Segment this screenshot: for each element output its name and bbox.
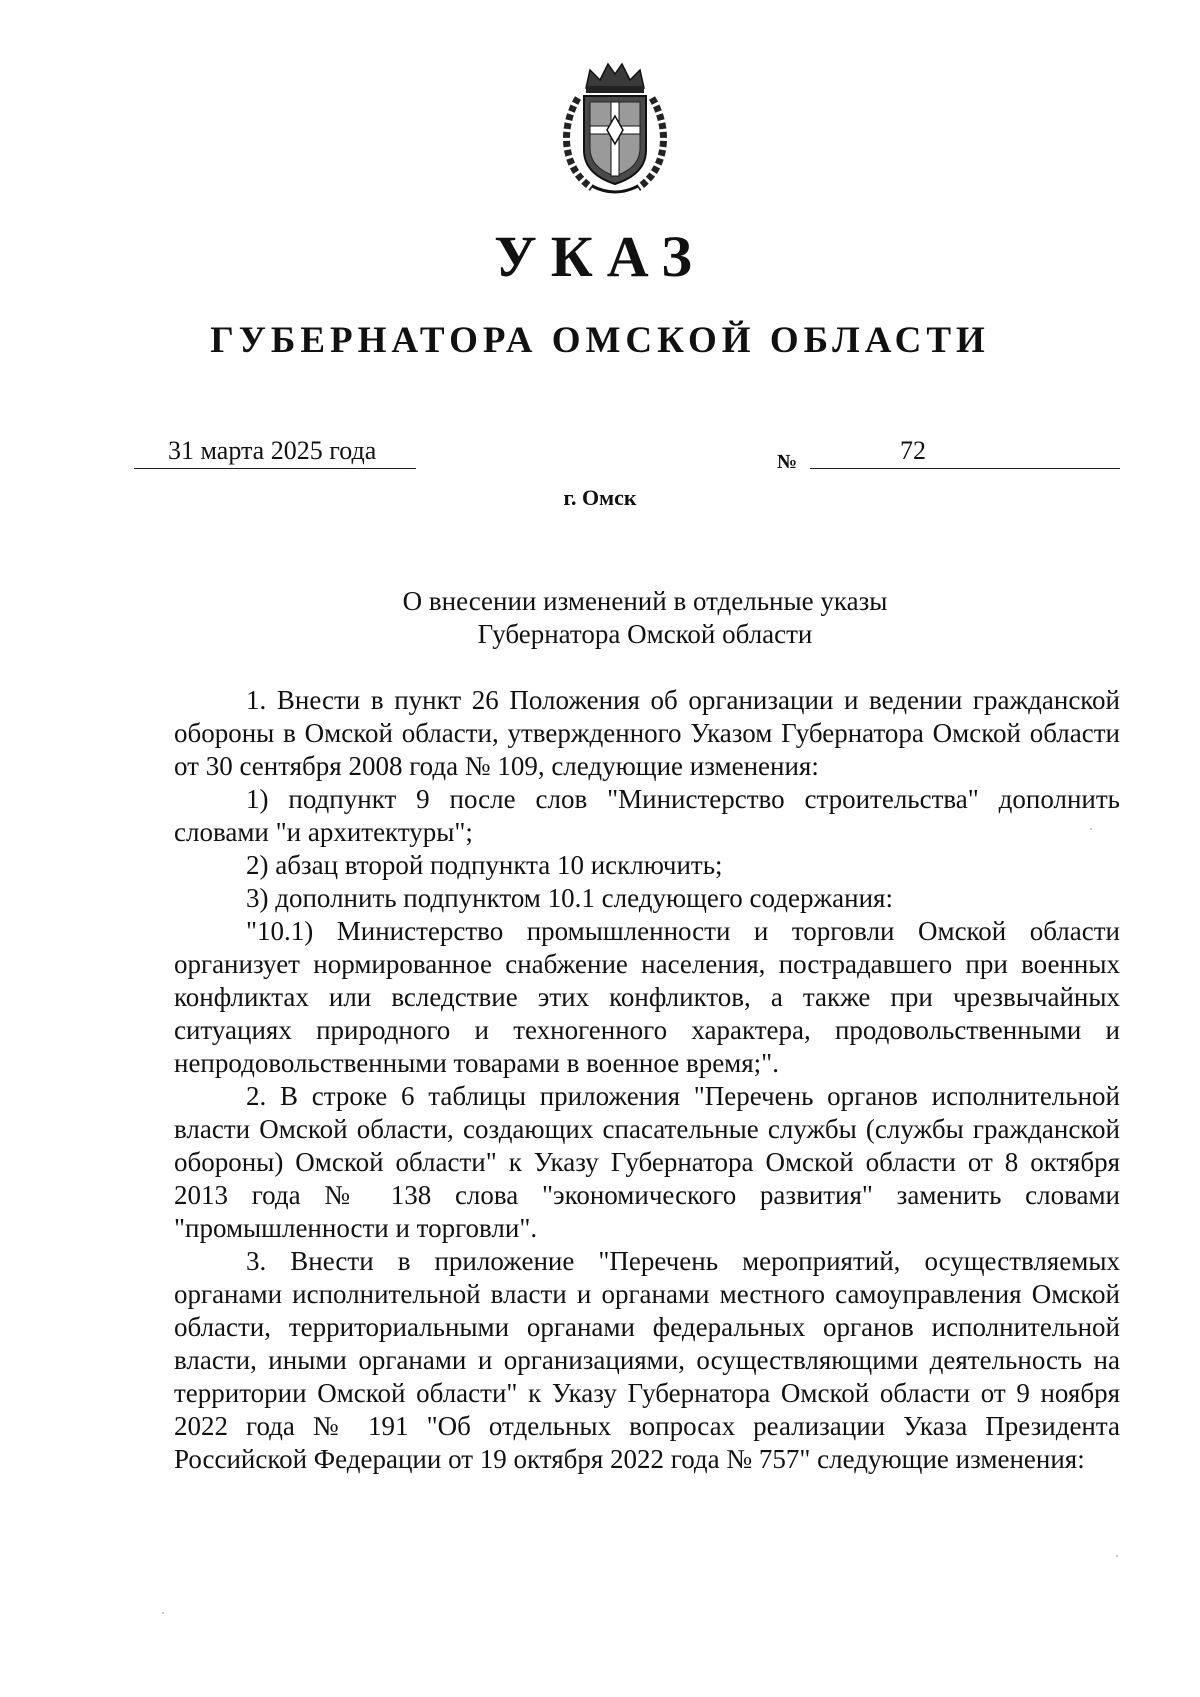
scan-speck xyxy=(1090,828,1092,830)
document-type-title: УКАЗ xyxy=(494,224,706,289)
paragraph: "10.1) Министерство промышленности и торговли Омской области организует нормированное снабжение населения, пострадавшего при военных конфликтах или вследствие этих конфликтов, а также при чрезвычайных ситуациях природного и техногенного характера, продовольственными и непродовольственными товарами в военное время;". xyxy=(174,916,1120,1078)
scan-speck xyxy=(162,1612,164,1614)
decree-number: 72 xyxy=(900,436,926,465)
decree-heading xyxy=(170,585,1120,651)
paragraph: 1) подпункт 9 после слов "Министерство строительства" дополнить словами "и архитектуры"; xyxy=(174,784,1120,847)
paragraph: 2) абзац второй подпункта 10 исключить; xyxy=(246,850,723,880)
paragraph: 3. Внести в приложение "Перечень мероприятий, осуществляемых органами исполнительной власти и органами местного самоуправления Омской области, территориальными органами федеральных органов исполнительной власти, иными органами и организациями, осуществляющими деятельность на территории Омской области" к Указу Губернатора Омской области от 9 ноября 2022 года № 191 "Об отдельных вопросах реализации Указа Президента Российской Федерации от 19 октября 2022 года № 757" следующие изменения: xyxy=(174,1246,1120,1474)
paragraph: 1. Внести в пункт 26 Положения об организации и ведении гражданской обороны в Омской области, утвержденного Указом Губернатора Омской области от 30 сентября 2008 года № 109, следующие изменения: xyxy=(174,685,1120,781)
city-name: г. Омск xyxy=(563,485,637,510)
heading-line: Губернатора Омской области xyxy=(477,619,813,649)
omsk-coat-of-arms-emblem-icon xyxy=(556,58,674,196)
issuer-title: ГУБЕРНАТОРА ОМСКОЙ ОБЛАСТИ xyxy=(210,320,990,361)
paragraph: 3) дополнить подпунктом 10.1 следующего содержания: xyxy=(246,883,893,913)
heading-line: О внесении изменений в отдельные указы xyxy=(402,586,888,616)
decree-body xyxy=(174,684,1120,1476)
date-underline xyxy=(134,468,416,469)
number-sign: № xyxy=(777,451,798,473)
number-underline xyxy=(810,468,1120,469)
scan-speck xyxy=(1116,1555,1118,1557)
paragraph: 2. В строке 6 таблицы приложения "Перечень органов исполнительной власти Омской области, создающих спасательные службы (службы гражданской обороны) Омской области" к Указу Губернатора Омской области от 8 октября 2013 года № 138 слова "экономического развития" заменить словами "промышленности и торговли". xyxy=(174,1081,1120,1243)
decree-date: 31 марта 2025 года xyxy=(168,436,377,465)
